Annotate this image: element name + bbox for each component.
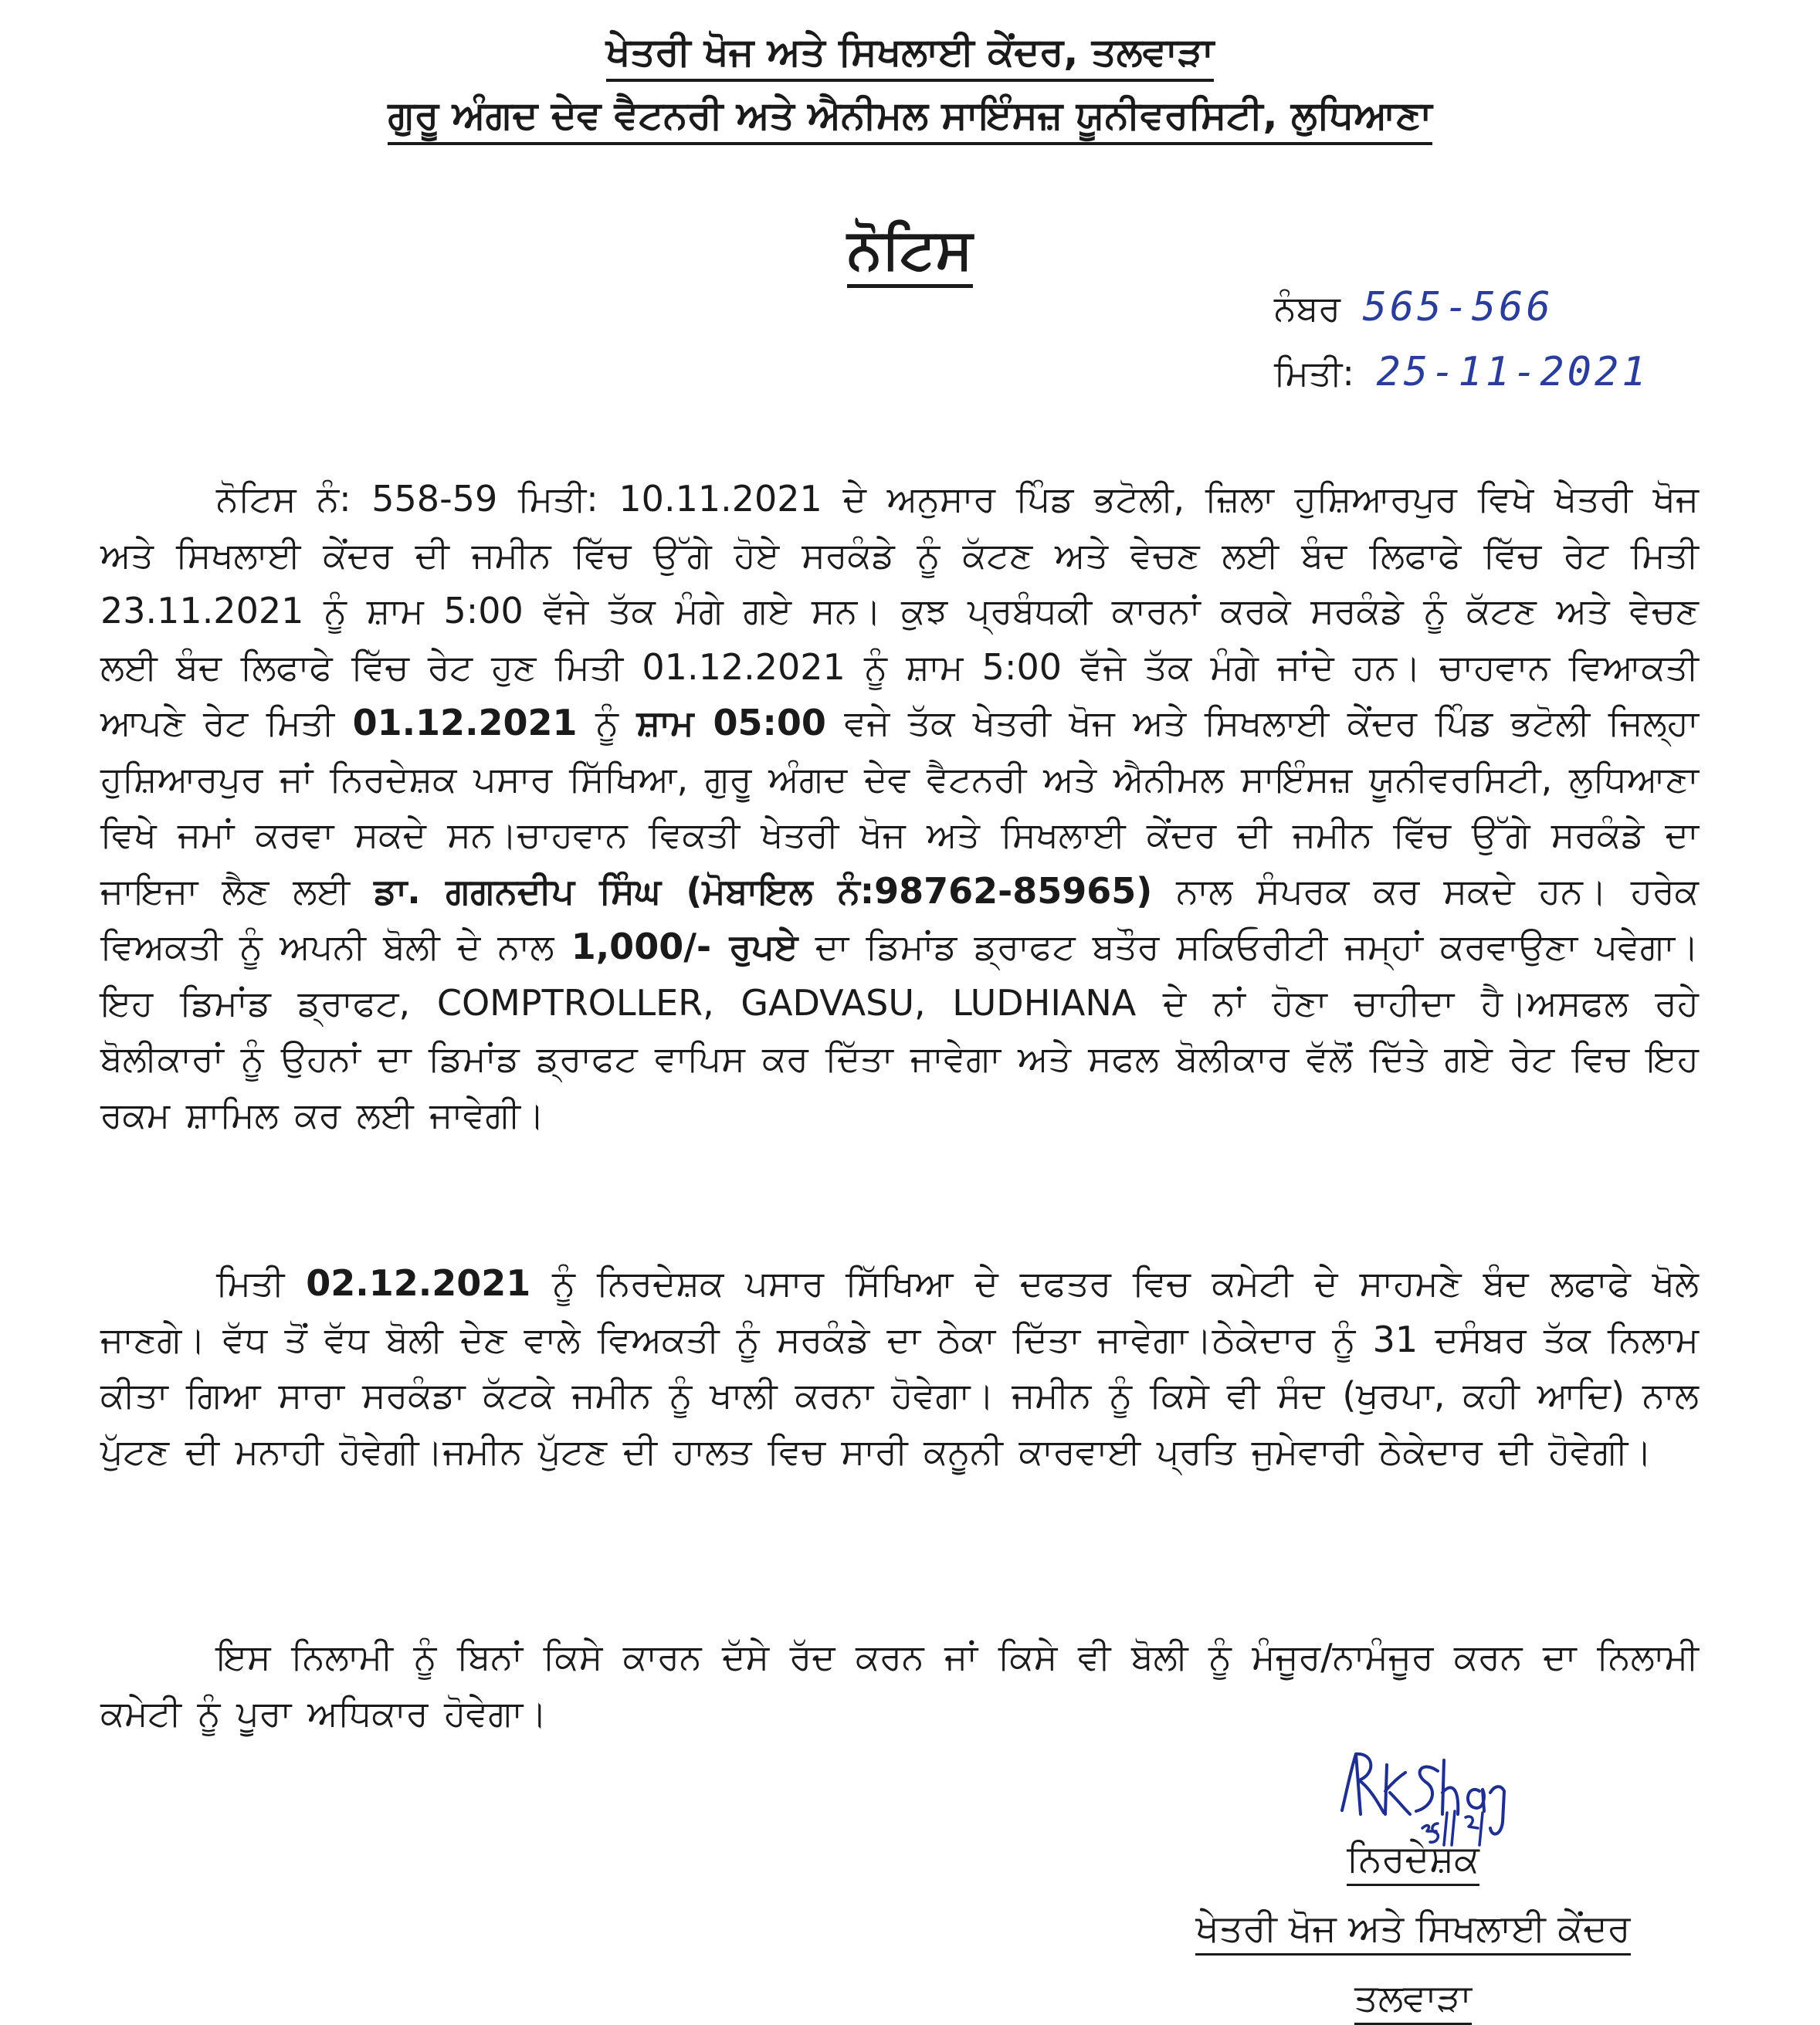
p1-text-i: ਦਾ ਡਿਮਾਂਡ ਡ੍ਰਾਫਟ ਬਤੌਰ ਸਕਿਓਰੀਟੀ ਜਮ੍ਹਾਂ ਕਰਵਾਉਣਾ ਪਵੇਗਾ। ਇਹ ਡਿਮਾਂਡ ਡ੍ਰਾਫਟ, COMPTROLLER, GADVASU, LUDHIANA ਦੇ ਨਾਂ ਹੋਣਾ ਚਾਹੀਦਾ ਹੈ।ਅਸਫਲ ਰਹੇ ਬੋਲੀਕਾਰਾਂ ਨੂੰ ਉਹਨਾਂ ਦਾ ਡਿਮਾਂਡ ਡ੍ਰਾਫਟ ਵਾਪਿਸ ਕਰ ਦਿੱਤਾ ਜਾਵੇਗਾ ਅਤੇ ਸਫਲ ਬੋਲੀਕਾਰ ਵੱਲੋਂ ਦਿੱਤੇ ਗਏ ਰੇਟ ਵਿਚ ਇਹ ਰਕਮ ਸ਼ਾਮਿਲ ਕਰ ਲਈ ਜਾਵੇਗੀ। — [100, 926, 1699, 1136]
reference-date-value: 25-11-2021 — [1376, 349, 1649, 395]
p1-text-g: ਨਾਲ ਸੰਪਰਕ ਕਰ ਸਕਦੇ ਹਨ। ਹਰੇਕ ਵਿਅਕਤੀ ਨੂੰ ਅਪਨੀ ਬੋਲੀ ਦੇ ਨਾਲ — [100, 869, 1700, 967]
p3-text: ਇਸ ਨਿਲਾਮੀ ਨੂੰ ਬਿਨਾਂ ਕਿਸੇ ਕਾਰਨ ਦੱਸੇ ਰੱਦ ਕਰਨ ਜਾਂ ਕਿਸੇ ਵੀ ਬੋਲੀ ਨੂੰ ਮੰਜੂਰ/ਨਾਮੰਜੂਰ ਕਰਨ ਦਾ ਨਿਲਾਮੀ ਕਮੇਟੀ ਨੂੰ ਪੂਰਾ ਅਧਿਕਾਰ ਹੋਵੇਗਾ। — [100, 1636, 1699, 1734]
page-title — [0, 216, 1820, 283]
p1-text-a: ਨੋਟਿਸ ਨੰ: 558-59 ਮਿਤੀ: 10.11.2021 ਦੇ ਅਨੁਸਾਰ ਪਿੰਡ ਭਟੋਲੀ, ਜ਼ਿਲਾ ਹੁਸ਼ਿਆਰਪੁਰ ਵਿਖੇ ਖੇਤਰੀ ਖੋਜ ਅਤੇ ਸਿਖਲਾਈ ਕੇਂਦਰ ਦੀ ਜਮੀਨ ਵਿੱਚ ਉੱਗੇ ਹੋਏ ਸਰਕੰਡੇ ਨੂੰ ਕੱਟਣ ਅਤੇ ਵੇਚਣ ਲਈ ਬੰਦ ਲਿਫਾਫੇ ਵਿੱਚ ਰੇਟ ਮਿਤੀ 23.11.2021 ਨੂੰ ਸ਼ਾਮ 5:00 ਵੱਜੇ ਤੱਕ ਮੰਗੇ ਗਏ ਸਨ। ਕੁਝ ਪ੍ਰਬੰਧਕੀ ਕਾਰਨਾਂ ਕਰਕੇ ਸਰਕੰਡੇ ਨੂੰ ਕੱਟਣ ਅਤੇ ਵੇਚਣ ਲਈ ਬੰਦ ਲਿਫਾਫੇ ਵਿੱਚ ਰੇਟ ਹੁਣ ਮਿਤੀ 01.12.2021 ਨੂੰ ਸ਼ਾਮ 5:00 ਵੱਜੇ ਤੱਕ ਮੰਗੇ ਜਾਂਦੇ ਹਨ। ਚਾਹਵਾਨ ਵਿਆਕਤੀ ਆਪਣੇ ਰੇਟ ਮਿਤੀ — [100, 478, 1699, 743]
reference-date-label: ਮਿਤੀ: — [1274, 352, 1354, 394]
p1-deadline-time: ਸ਼ਾਮ 05:00 — [636, 702, 826, 743]
p2-opening-date: 02.12.2021 — [306, 1262, 531, 1304]
header-university-text: ਗੁਰੂ ਅੰਗਦ ਦੇਵ ਵੈਟਨਰੀ ਅਤੇ ਐਨੀਮਲ ਸਾਇੰਸਜ਼ ਯੂਨੀਵਰਸਿਟੀ, ਲੁਧਿਆਣਾ — [388, 93, 1432, 145]
handwritten-signature — [1336, 1737, 1521, 1853]
reference-number-value: 565-566 — [1362, 284, 1554, 330]
signatory-organization-text: ਖੇਤਰੀ ਖੋਜ ਅਤੇ ਸਿਖਲਾਈ ਕੇਂਦਰ — [1195, 1907, 1630, 1956]
reference-number-label: ਨੰਬਰ — [1274, 287, 1340, 329]
reference-date — [1274, 349, 1649, 395]
p1-text-c: ਨੂੰ — [577, 702, 637, 743]
paragraph-1 — [100, 471, 1699, 1143]
signatory-organization — [1112, 1907, 1714, 1951]
signatory-place — [1112, 1976, 1714, 2020]
signatory-title — [1112, 1837, 1714, 1881]
p2-text-a: ਮਿਤੀ — [216, 1262, 307, 1304]
header-institute-text: ਖੇਤਰੀ ਖੋਜ ਅਤੇ ਸਿਖਲਾਈ ਕੇਂਦਰ, ਤਲਵਾੜਾ — [606, 29, 1214, 82]
paragraph-3 — [100, 1629, 1699, 1741]
signatory-title-text: ਨਿਰਦੇਸ਼ਕ — [1347, 1837, 1479, 1886]
p1-deadline-date: 01.12.2021 — [352, 702, 578, 743]
header-institute — [0, 29, 1820, 75]
p1-contact: ਡਾ. ਗਗਨਦੀਪ ਸਿੰਘ (ਮੋਬਾਇਲ ਨੰ:98762-85965) — [374, 869, 1153, 912]
page-title-text: ਨੋਟਿਸ — [847, 216, 972, 288]
paragraph-2 — [100, 1255, 1699, 1479]
signatory-place-text: ਤਲਵਾੜਾ — [1354, 1976, 1472, 2025]
p2-text-c: ਨੂੰ ਨਿਰਦੇਸ਼ਕ ਪਸਾਰ ਸਿੱਖਿਆ ਦੇ ਦਫਤਰ ਵਿਚ ਕਮੇਟੀ ਦੇ ਸਾਹਮਣੇ ਬੰਦ ਲਫਾਫੇ ਖੋਲੇ ਜਾਣਗੇ। ਵੱਧ ਤੋਂ ਵੱਧ ਬੋਲੀ ਦੇਣ ਵਾਲੇ ਵਿਅਕਤੀ ਨੂੰ ਸਰਕੰਡੇ ਦਾ ਠੇਕਾ ਦਿੱਤਾ ਜਾਵੇਗਾ।ਠੇਕੇਦਾਰ ਨੂੰ 31 ਦਸੰਬਰ ਤੱਕ ਨਿਲਾਮ ਕੀਤਾ ਗਿਆ ਸਾਰਾ ਸਰਕੰਡਾ ਕੱਟਕੇ ਜਮੀਨ ਨੂੰ ਖਾਲੀ ਕਰਨਾ ਹੋਵੇਗਾ। ਜਮੀਨ ਨੂੰ ਕਿਸੇ ਵੀ ਸੰਦ (ਖੁਰਪਾ, ਕਹੀ ਆਦਿ) ਨਾਲ ਪੁੱਟਣ ਦੀ ਮਨਾਹੀ ਹੋਵੇਗੀ।ਜਮੀਨ ਪੁੱਟਣ ਦੀ ਹਾਲਤ ਵਿਚ ਸਾਰੀ ਕਨੂਨੀ ਕਾਰਵਾਈ ਪ੍ਰਤਿ ਜੁਮੇਵਾਰੀ ਠੇਕੇਦਾਰ ਦੀ ਹੋਵੇਗੀ। — [100, 1262, 1699, 1472]
p1-amount: 1,000/- ਰੁਪਏ — [571, 926, 798, 967]
p1-text-e: ਵਜੇ ਤੱਕ ਖੇਤਰੀ ਖੋਜ ਅਤੇ ਸਿਖਲਾਈ ਕੇਂਦਰ ਪਿੰਡ ਭਟੋਲੀ ਜਿਲ੍ਹਾ ਹੁਸ਼ਿਆਰਪੁਰ ਜਾਂ ਨਿਰਦੇਸ਼ਕ ਪਸਾਰ ਸਿੱਖਿਆ, ਗੁਰੂ ਅੰਗਦ ਦੇਵ ਵੈਟਨਰੀ ਅਤੇ ਐਨੀਮਲ ਸਾਇੰਸਜ਼ ਯੂਨੀਵਰਸਿਟੀ, ਲੁਧਿਆਣਾ ਵਿਖੇ ਜਮਾਂ ਕਰਵਾ ਸਕਦੇ ਸਨ।ਚਾਹਵਾਨ ਵਿਕਤੀ ਖੇਤਰੀ ਖੋਜ ਅਤੇ ਸਿਖਲਾਈ ਕੇਂਦਰ ਦੀ ਜਮੀਨ ਵਿੱਚ ਉੱਗੇ ਸਰਕੰਡੇ ਦਾ ਜਾਇਜਾ ਲੈਣ ਲਈ — [100, 702, 1700, 912]
header-university — [0, 93, 1820, 138]
reference-number — [1274, 284, 1554, 330]
